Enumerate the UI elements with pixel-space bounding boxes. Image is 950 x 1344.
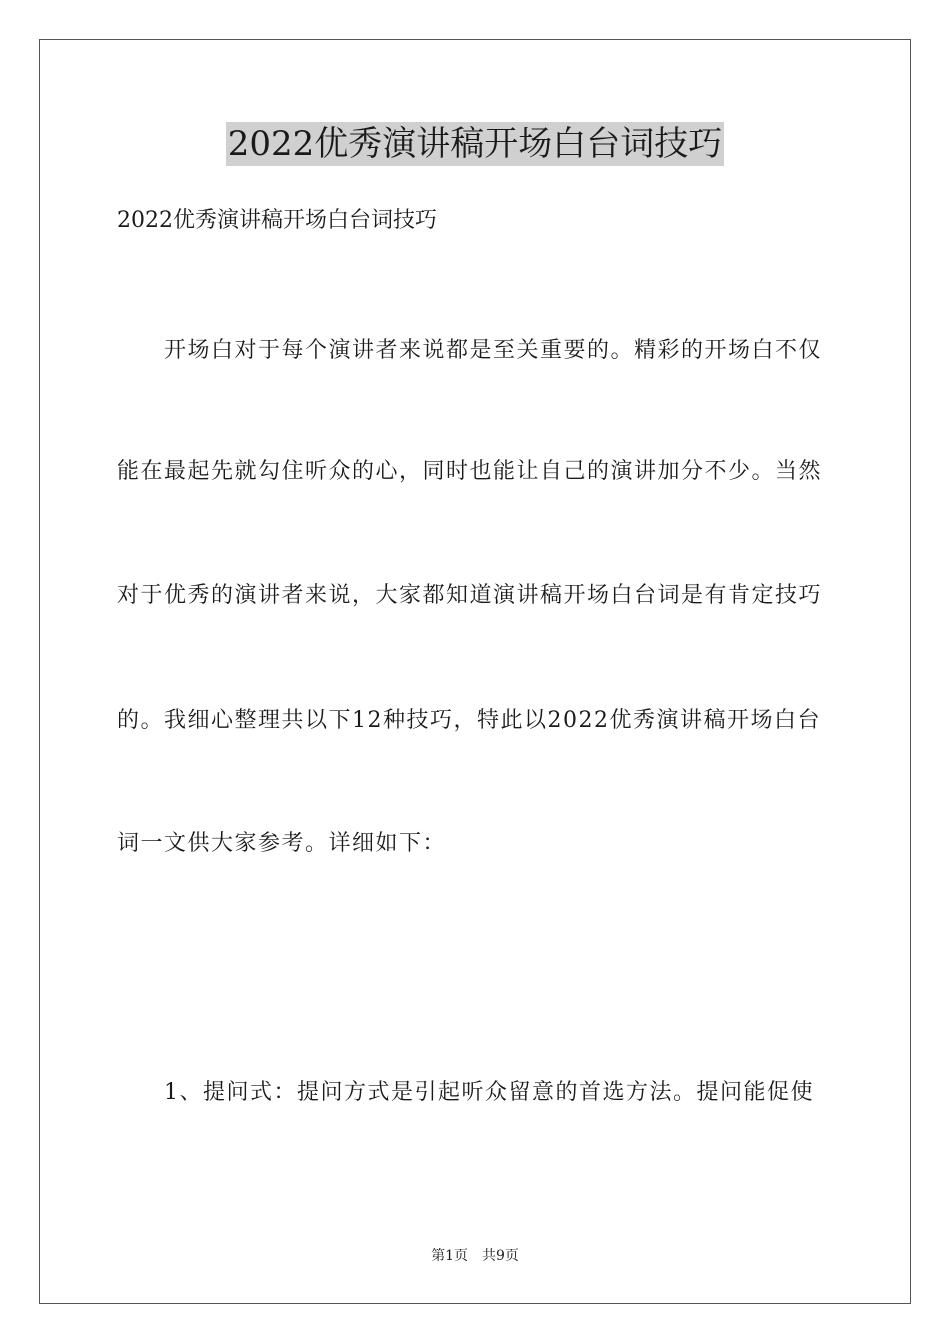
page-footer: 第1页 共9页 (431, 1248, 519, 1264)
paragraph-line: 对于优秀的演讲者来说，大家都知道演讲稿开场白台词是有肯定技巧 (117, 583, 823, 608)
paragraph-line: 1、提问式：提问方式是引起听众留意的首选方法。提问能促使 (117, 1080, 814, 1105)
title-container (0, 122, 950, 166)
paragraph-line: 词一文供大家参考。详细如下： (117, 831, 447, 856)
paragraph-line: 的。我细心整理共以下12种技巧，特此以2022优秀演讲稿开场白台 (117, 708, 821, 733)
paragraph-line: 开场白对于每个演讲者来说都是至关重要的。精彩的开场白不仅 (117, 338, 823, 363)
document-subtitle: 2022优秀演讲稿开场白台词技巧 (117, 208, 437, 233)
paragraph-line: 能在最起先就勾住听众的心，同时也能让自己的演讲加分不少。当然 (117, 459, 823, 484)
document-title: 2022优秀演讲稿开场白台词技巧 (227, 124, 723, 164)
